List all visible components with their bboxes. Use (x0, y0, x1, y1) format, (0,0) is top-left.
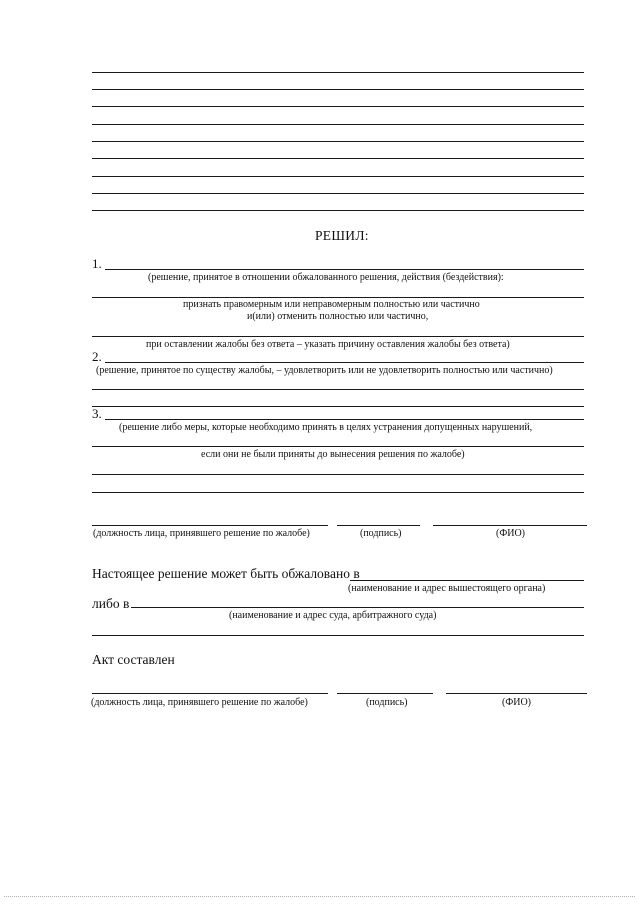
fill-line (92, 297, 584, 298)
or-text: либо в (92, 596, 130, 611)
fill-line (92, 635, 584, 636)
organ-line (350, 580, 584, 581)
item-caption: (решение, принятое в отношении обжалованного решения, действия (бездействия): (148, 272, 504, 283)
appeal-text: Настоящее решение может быть обжаловано в (92, 566, 360, 581)
court-line (131, 607, 584, 608)
signature-line (337, 693, 433, 694)
fill-line (92, 406, 584, 407)
blank-line (92, 193, 584, 194)
position-line (92, 525, 328, 526)
item-caption: и(или) отменить полностью или частично, (247, 311, 429, 322)
item-caption: при оставлении жалобы без ответа – указать причину оставления жалобы без ответа) (146, 339, 510, 350)
fill-line (92, 474, 584, 475)
court-caption: (наименование и адрес суда, арбитражного суда) (229, 610, 437, 621)
blank-line (92, 106, 584, 107)
fill-line (92, 336, 584, 337)
name-line (446, 693, 587, 694)
signature-line (337, 525, 420, 526)
fill-line (105, 419, 584, 420)
blank-line (92, 89, 584, 90)
act-text: Акт составлен (92, 652, 175, 667)
fill-line (105, 362, 584, 363)
position-caption: (должность лица, принявшего решение по жалобе) (93, 528, 310, 539)
fill-line (92, 446, 584, 447)
item-number: 1. (92, 256, 102, 271)
section-heading: РЕШИЛ: (315, 228, 369, 243)
blank-line (92, 72, 584, 73)
blank-line (92, 141, 584, 142)
blank-line (92, 158, 584, 159)
blank-line (92, 124, 584, 125)
fill-line (92, 389, 584, 390)
name-line (433, 525, 587, 526)
item-caption: если они не были приняты до вынесения решения по жалобе) (201, 449, 465, 460)
item-caption: признать правомерным или неправомерным полностью или частично (183, 299, 480, 310)
signature-caption: (подпись) (366, 697, 408, 708)
signature-caption: (подпись) (360, 528, 402, 539)
blank-line (92, 210, 584, 211)
item-number: 3. (92, 406, 102, 421)
blank-line (92, 176, 584, 177)
item-caption: (решение либо меры, которые необходимо принять в целях устранения допущенных нарушений, (119, 422, 533, 433)
fill-line (92, 492, 584, 493)
page-bottom-edge (4, 896, 635, 897)
item-caption: (решение, принятое по существу жалобы, – удовлетворить или не удовлетворить полностью или частично) (96, 365, 553, 376)
name-caption: (ФИО) (496, 528, 526, 539)
item-number: 2. (92, 349, 102, 364)
position-caption: (должность лица, принявшего решение по жалобе) (91, 697, 308, 708)
organ-caption: (наименование и адрес вышестоящего органа) (348, 583, 546, 594)
position-line (92, 693, 328, 694)
name-caption: (ФИО) (502, 697, 532, 708)
fill-line (105, 269, 584, 270)
